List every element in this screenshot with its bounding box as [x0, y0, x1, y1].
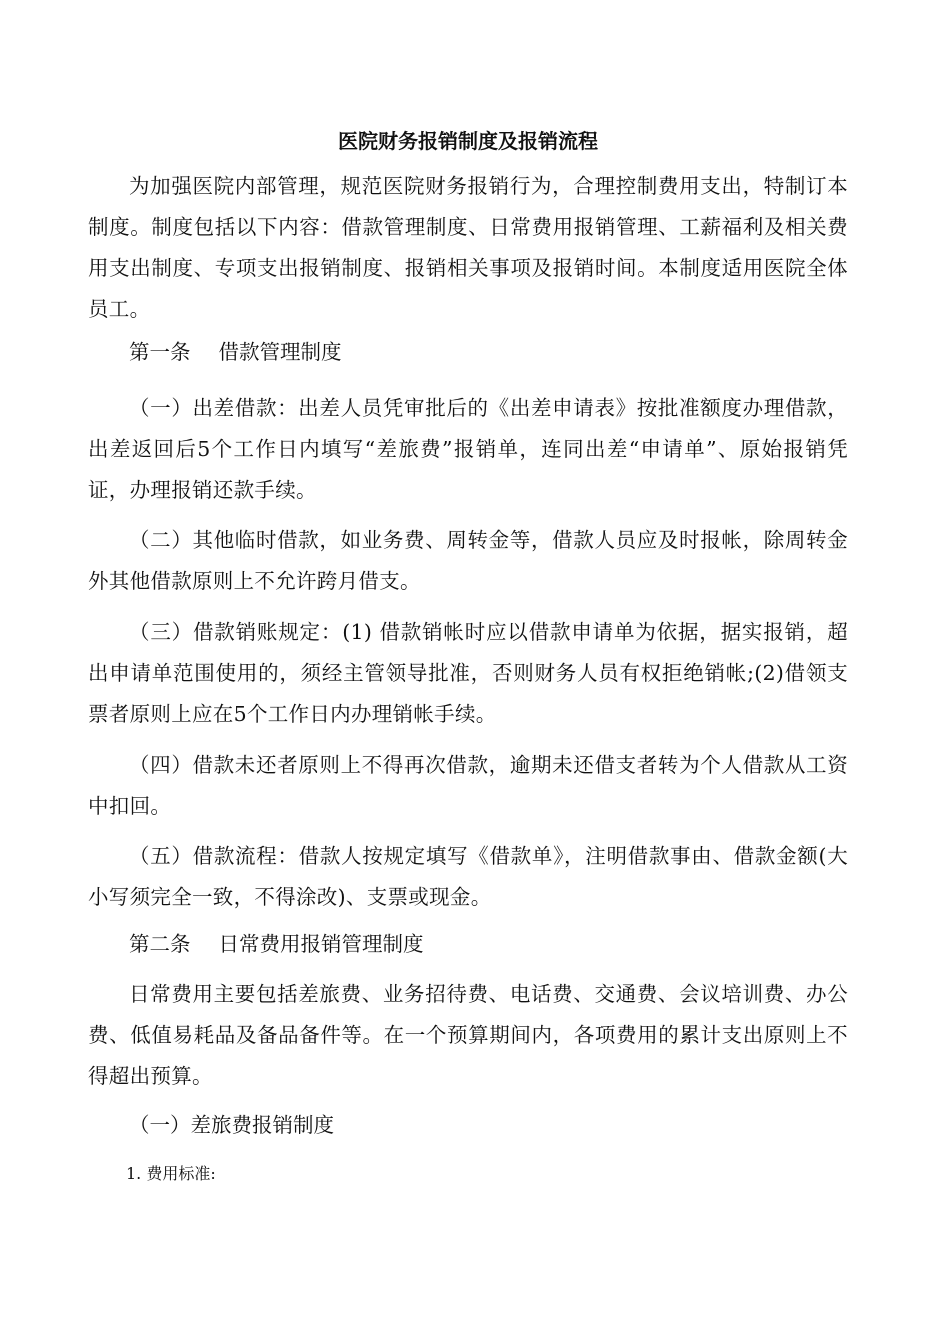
- article1-title: 借款管理制度: [218, 340, 342, 364]
- article1-item-2: （二）其他临时借款，如业务费、周转金等，借款人员应及时报帐，除周转金外其他借款原则上不允许跨月借支。: [88, 528, 848, 593]
- article2-heading: [88, 924, 848, 965]
- article1-item-5: （五）借款流程：借款人按规定填写《借款单》，注明借款事由、借款金额(大小写须完全一致，不得涂改)、支票或现金。: [88, 844, 848, 909]
- article1-heading: [88, 332, 848, 373]
- article2-subitem-1: 1. 费用标准:: [126, 1164, 216, 1183]
- article2-intro: 日常费用主要包括差旅费、业务招待费、电话费、交通费、会议培训费、办公费、低值易耗品及备品备件等。在一个预算期间内，各项费用的累计支出原则上不得超出预算。: [88, 982, 848, 1088]
- document-title: 医院财务报销制度及报销流程: [338, 129, 598, 153]
- article2-section-1: （一）差旅费报销制度: [129, 1113, 334, 1137]
- article1-item-4: （四）借款未还者原则上不得再次借款，逾期未还借支者转为个人借款从工资中扣回。: [88, 753, 848, 818]
- article2-title: 日常费用报销管理制度: [218, 932, 424, 956]
- article1-item-1: （一）出差借款：出差人员凭审批后的《出差申请表》按批准额度办理借款，出差返回后5个工作日内填写“差旅费”报销单，连同出差“申请单”、原始报销凭证，办理报销还款手续。: [88, 396, 848, 502]
- intro-paragraph: 为加强医院内部管理，规范医院财务报销行为，合理控制费用支出，特制订本制度。制度包括以下内容：借款管理制度、日常费用报销管理、工薪福利及相关费用支出制度、专项支出报销制度、报销相关事项及报销时间。本制度适用医院全体员工。: [88, 174, 848, 321]
- article1-item-3: （三）借款销账规定：(1) 借款销帐时应以借款申请单为依据，据实报销，超出申请单范围使用的，须经主管领导批准，否则财务人员有权拒绝销帐;(2)借领支票者原则上应在5个工作日内办理销帐手续。: [88, 620, 848, 726]
- article2-number: 第二条: [129, 932, 191, 956]
- article1-number: 第一条: [129, 340, 191, 364]
